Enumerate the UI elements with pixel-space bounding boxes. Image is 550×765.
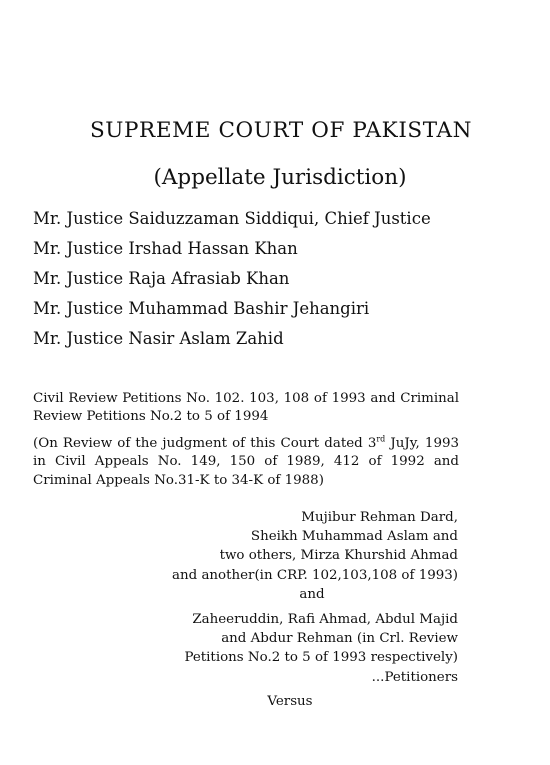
party-line: Petitions No.2 to 5 of 1993 respectively) [184, 650, 458, 666]
party-line: and Abdur Rehman (in Crl. Review [221, 631, 458, 647]
bench-list [33, 208, 533, 358]
bench-member: Mr. Justice Saiduzzaman Siddiqui, Chief Justice [33, 209, 431, 228]
party-conjunction: and [299, 587, 325, 602]
bench-member: Mr. Justice Nasir Aslam Zahid [33, 329, 284, 348]
bench-member: Mr. Justice Muhammad Bashir Jehangiri [33, 299, 370, 318]
versus-label: Versus [267, 694, 313, 709]
petitioners-group-1 [160, 508, 458, 585]
court-title: SUPREME COURT OF PAKISTAN [89, 118, 473, 143]
bench-member: Mr. Justice Irshad Hassan Khan [33, 239, 298, 258]
petitioners-label: ...Petitioners [371, 669, 458, 685]
review-note-ordinal: rd [376, 434, 386, 444]
petitioners-group-2 [160, 610, 458, 687]
review-note [33, 435, 459, 490]
party-line: two others, Mirza Khurshid Ahmad [219, 548, 458, 564]
party-line: Zaheeruddin, Rafi Ahmad, Abdul Majid [192, 612, 458, 627]
case-petitions: Civil Review Petitions No. 102. 103, 108 of 1993 and Criminal Review Petitions No.2 to 5 of 1994 [33, 391, 459, 425]
party-line: Mujibur Rehman Dard, [301, 510, 458, 525]
party-line: Sheikh Muhammad Aslam and [250, 529, 458, 545]
review-note-suffix: JuJy, 1993 in Civil Appeals No. 149, 150 of 1989, 412 of 1992 and Criminal Appeals No.31-K to 34-K of 1988) [33, 436, 460, 488]
party-line: and another(in CRP. 102,103,108 of 1993) [172, 567, 458, 583]
jurisdiction-heading: (Appellate Jurisdiction) [153, 165, 407, 190]
review-note-prefix: (On Review of the judgment of this Court dated 3 [33, 436, 377, 451]
bench-member: Mr. Justice Raja Afrasiab Khan [33, 269, 290, 288]
